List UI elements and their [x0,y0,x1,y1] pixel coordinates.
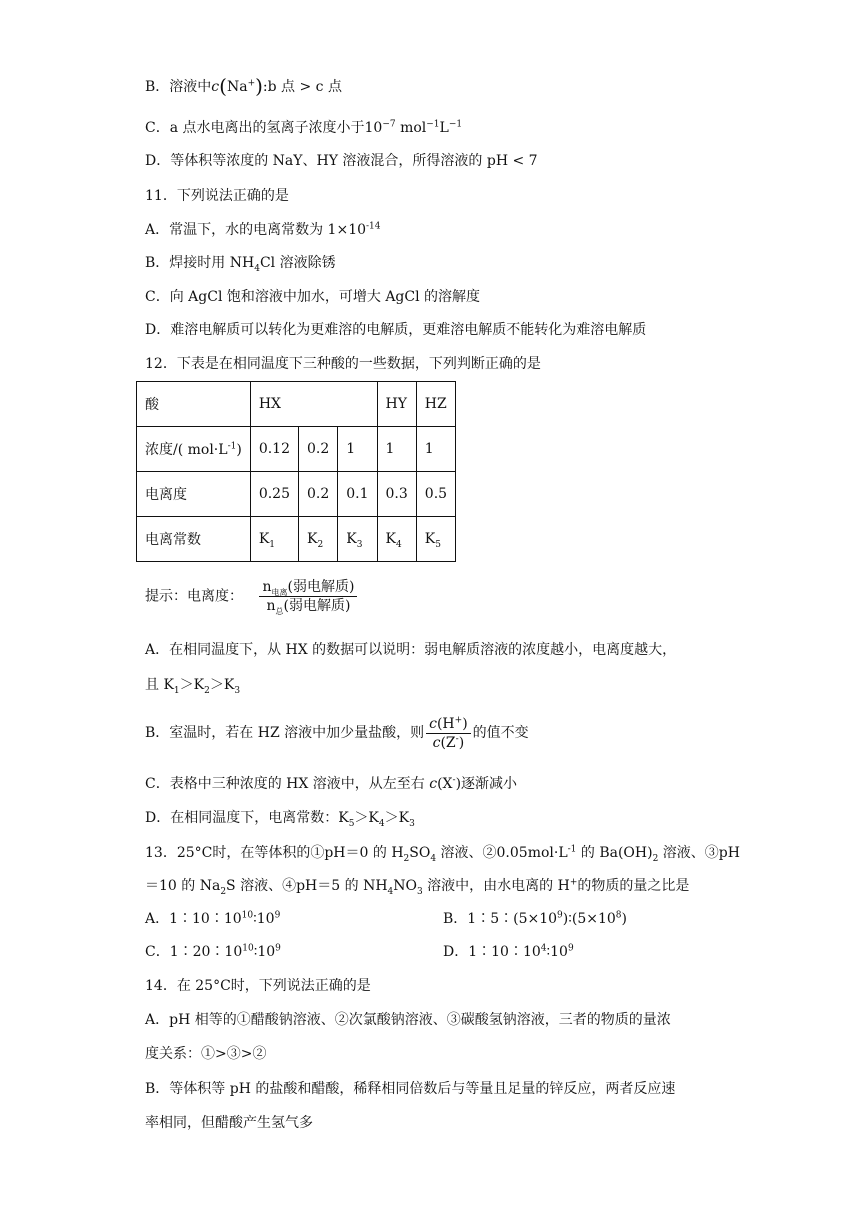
table-cell-const-4 [377,517,416,562]
q12-option-a-line2 [145,675,240,695]
const-sub-2: 2 [317,539,324,550]
q13-l2-d: 溶液中，由水电离的 H [422,878,570,894]
q10-option-c-unit-exp2: −1 [448,119,463,130]
q13-l1-s2: 4 [430,853,437,864]
const-k-3: K [346,531,357,547]
q13-l1-c: 溶液、②0.05mol·L [436,845,568,861]
q12-a-sub1: 1 [173,685,180,696]
q14-option-b-line1: B．等体积等 pH 的盐酸和醋酸，稀释相同倍数后与等量且足量的锌反应，两者反应速 [145,1081,676,1097]
table-cell-degree-3: 0.1 [338,472,377,517]
q12-c-ion: (X [437,776,453,792]
table-cell-const-5 [416,517,455,562]
q13-stem-line1 [145,843,740,863]
q10-option-b: B．溶液中c(Na+):b 点 > c 点 [145,74,342,98]
q14-option-a-line2: 度关系：①>③>② [145,1046,267,1062]
q12-a-mid2: ＞K [209,677,235,693]
q12-option-a-line1: A．在相同温度下，从 HX 的数据可以说明：弱电解质溶液的浓度越小，电离度越大， [145,642,677,658]
q10-option-c-unit: mol [395,120,427,136]
q13-b-e2: 8 [615,910,622,921]
q13-d-mid: ∶10 [546,944,568,960]
const-sub-1: 1 [269,539,276,550]
hint-denominator [259,597,357,615]
q13-b-mid: )∶(5×10 [562,911,616,927]
q12-a-sub3: 3 [234,685,241,696]
q11-stem: 11．下列说法正确的是 [145,188,289,204]
table-cell-const-1 [250,517,298,562]
q10-option-b-c-symbol: c [211,79,220,95]
table-row-concentration [137,427,456,472]
q13-l1-f: 溶液、③pH [658,845,740,861]
q10-option-c-unit-l: L [439,120,449,136]
q12-a-pre: 且 K [145,677,174,693]
q13-a-e2: 9 [274,910,281,921]
q12-option-b [145,713,529,753]
q11-option-a-exp: -14 [366,221,381,232]
q11-option-b-sub: 4 [254,263,260,274]
q13-l2-s3: 3 [417,886,423,897]
table-row-constant [137,517,456,562]
q13-a-e1: 10 [241,910,254,921]
q11-option-b-pre: B．焊接时用 NH [145,255,255,271]
q12-c-c: c [429,776,438,792]
q13-c-e1: 10 [242,943,254,954]
q12-hint [145,578,359,615]
table-cell-const-label: 电离常数 [137,517,251,562]
q12-a-mid1: ＞K [179,677,205,693]
q10-option-c [145,118,462,138]
q13-b-post: ) [621,911,627,927]
q13-l2-c: NO [393,878,417,894]
q13-d-e1: 4 [540,943,547,954]
q13-option-d [443,942,574,962]
hint-den-text: (弱电解质) [283,598,351,614]
q13-b-e1: 9 [557,910,563,921]
q13-l1-a: 13．25°C时，在等体积的①pH＝0 的 H [145,845,404,861]
q12-b-den-charge: - [455,733,459,744]
table-cell-const-3 [338,517,377,562]
q13-l2-e: + [569,877,578,888]
q14-option-a-line1: A．pH 相等的①醋酸钠溶液、②次氯酸钠溶液、③碳酸氢钠溶液，三者的物质的量浓 [145,1012,671,1028]
const-k-4: K [385,531,396,547]
q12-b-num-charge: + [454,714,463,725]
q12-hint-label: 提示：电离度： [145,588,243,605]
conc-label-pre: 浓度/( mol·L [145,442,228,458]
const-sub-4: 4 [395,539,402,550]
q13-l1-s1: 2 [403,853,410,864]
q13-d-pre: D．1∶10∶10 [443,944,541,960]
table-cell-conc-1: 0.12 [250,427,298,472]
q12-d-sub3: 3 [409,818,415,829]
table-row-degree [137,472,456,517]
q13-l2-s2: 4 [387,886,394,897]
q13-l1-d: 的 Ba(OH) [576,845,653,861]
table-cell-conc-label [137,427,251,472]
q14-option-b-line2: 率相同，但醋酸产生氢气多 [145,1115,313,1131]
q10-option-c-exp: −7 [382,119,396,130]
q13-l2-f: 的物质的量之比是 [577,878,690,894]
q13-l1-s3: 2 [652,853,659,864]
q11-option-a [145,220,381,240]
q12-b-den-close: ) [458,734,465,751]
q10-option-c-unit-exp1: −1 [426,119,440,130]
q13-c-mid: ∶10 [253,944,276,960]
q13-a-mid: ∶10 [253,911,275,927]
q12-d-pre: D．在相同温度下，电离常数：K [145,810,349,826]
q12-option-d [145,808,415,828]
q12-c-post: )逐渐减小 [455,776,518,792]
q10-option-c-text: C．a 点水电离出的氢离子浓度小于 [145,120,365,136]
table-cell-const-2 [298,517,337,562]
q13-option-b [443,909,627,929]
q13-l2-a: ＝10 的 Na [145,878,221,894]
hint-num-sub: 电离 [271,587,288,597]
table-cell-hy: HY [377,382,416,427]
q10-option-b-suffix: :b 点 > c 点 [262,79,342,95]
table-cell-conc-4: 1 [377,427,416,472]
q12-b-pre: B．室温时，若在 HZ 溶液中加少量盐酸，则 [145,725,425,741]
q12-d-mid2: ＞K [384,810,410,826]
q12-d-sub1: 5 [348,818,355,829]
q13-option-a [145,909,280,929]
q12-stem: 12．下表是在相同温度下三种酸的一些数据，下列判断正确的是 [145,356,541,372]
q13-a-pre: A．1∶10∶10 [145,911,242,927]
table-cell-degree-4: 0.3 [377,472,416,517]
hint-numerator [259,578,357,597]
table-cell-degree-label: 电离度 [137,472,251,517]
q13-l1-b: SO [409,845,431,861]
q11-option-c: C．向 AgCl 饱和溶液中加水，可增大 AgCl 的溶解度 [145,289,481,305]
q14-stem: 14．在 25°C时，下列说法正确的是 [145,978,371,994]
table-cell-degree-2: 0.2 [298,472,337,517]
q10-option-c-base: 10 [364,120,383,136]
q12-b-numerator [426,715,471,734]
q13-l1-e: -1 [567,844,577,855]
q13-c-pre: C．1∶20∶10 [145,944,243,960]
table-cell-conc-2: 0.2 [298,427,337,472]
q12-b-post: 的值不变 [472,725,529,741]
q12-b-denominator [426,734,471,752]
table-cell-hz: HZ [416,382,455,427]
table-cell-conc-5: 1 [416,427,455,472]
const-sub-3: 3 [356,539,363,550]
q13-l2-s1: 2 [220,886,227,897]
q11-option-d: D．难溶电解质可以转化为更难溶的电解质，更难溶电解质不能转化为难溶电解质 [145,322,647,338]
hint-den-n: n [266,598,276,614]
q11-option-b [145,253,336,273]
q12-b-num-c: c [429,715,437,732]
q12-c-pre: C．表格中三种浓度的 HX 溶液中，从左至右 [145,776,430,792]
q11-option-b-post: Cl 溶液除锈 [259,255,336,271]
table-cell-degree-1: 0.25 [250,472,298,517]
q12-c-charge: - [452,775,456,786]
q13-option-c [145,942,281,962]
q10-option-b-ion-charge: + [247,78,256,89]
acid-data-table [136,381,456,562]
table-row-acid [137,382,456,427]
q10-option-b-ion: Na [226,79,248,95]
q13-c-e2: 9 [275,943,281,954]
q13-d-e2: 9 [567,943,574,954]
table-cell-hx: HX [250,382,377,427]
const-k-1: K [258,531,270,547]
const-k-2: K [306,531,318,547]
q10-option-b-prefix: B．溶液中 [145,79,212,95]
q12-b-den-c: c [432,734,441,751]
table-cell-acid-label: 酸 [137,382,251,427]
q12-a-sub2: 2 [204,685,210,696]
q12-d-mid1: ＞K [354,810,379,826]
q12-b-num-ion: (H [436,715,455,732]
table-cell-degree-5: 0.5 [416,472,455,517]
q13-l2-b: S 溶液、④pH＝5 的 NH [226,878,388,894]
q12-d-sub2: 4 [378,818,385,829]
q12-b-den-ion: (Z [440,734,456,751]
q13-b-pre: B．1∶5∶(5×10 [443,911,558,927]
q10-option-d: D．等体积等浓度的 NaY、HY 溶液混合，所得溶液的 pH < 7 [145,153,538,169]
const-k-5: K [424,531,436,547]
const-sub-5: 5 [435,539,441,550]
q12-b-fraction [426,715,471,752]
conc-label-exp: -1 [227,441,237,452]
q13-stem-line2 [145,876,689,896]
conc-label-post: ) [236,442,242,458]
q11-option-a-text: A．常温下，水的电离常数为 1×10 [145,222,367,238]
ionization-degree-fraction [259,578,357,615]
hint-num-n: n [262,579,272,595]
q12-option-c [145,774,517,794]
hint-den-sub: 总 [275,606,284,616]
q12-b-num-close: ) [462,715,468,732]
hint-num-text: (弱电解质) [287,579,355,595]
table-cell-conc-3: 1 [338,427,377,472]
